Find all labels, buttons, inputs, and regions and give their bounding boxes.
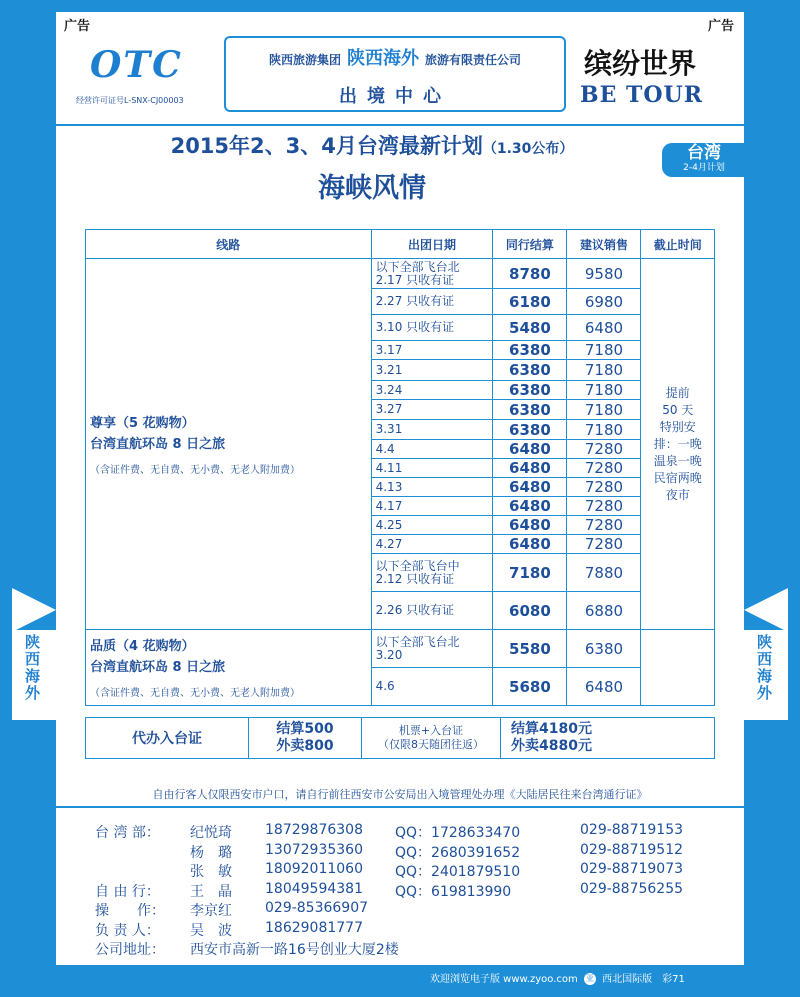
contact-name: 李京红 [190, 903, 232, 919]
table-row [86, 630, 715, 668]
sale-price: 7180 [567, 341, 641, 360]
right-side-panel [744, 630, 788, 720]
contact-role: 自 由 行： [95, 883, 160, 900]
sale-price: 7280 [567, 535, 641, 554]
footer-website: 欢迎浏览电子版 www.zyoo.com [430, 974, 578, 985]
contact-mobile: 18729876308 [265, 822, 363, 838]
sale-price: 7180 [567, 360, 641, 381]
company-banner [224, 36, 566, 112]
visa-label: 代办入台证 [86, 718, 249, 759]
contact-mobile: 18049594381 [265, 880, 363, 897]
contact-name: 吴 波 [190, 922, 232, 939]
sale-price: 7180 [567, 420, 641, 440]
route-quality [86, 630, 372, 706]
address-row [95, 939, 735, 959]
depart-date: 4.17 [371, 497, 493, 516]
sale-price: 6980 [567, 289, 641, 315]
settle-price: 8780 [493, 259, 567, 289]
group-name: 陕西旅游集团 [268, 53, 341, 67]
title-text: 2015年2、3、4月台湾最新计划 [170, 134, 483, 158]
sale-price: 7180 [567, 381, 641, 400]
visa-table [85, 717, 715, 759]
settle-price: 6480 [493, 497, 567, 516]
depart-date: 4.11 [371, 459, 493, 478]
brand-en: BE TOUR [580, 82, 704, 108]
title-note: （1.30公布） [482, 141, 574, 157]
taiwan-badge [662, 143, 746, 177]
contact-qq: QQ：1728633470 [395, 825, 521, 841]
address-value: 西安市高新一路16号创业大厦2楼 [190, 942, 399, 958]
sale-price: 6480 [567, 668, 641, 706]
depart-date: 3.21 [371, 360, 493, 381]
contact-phone: 029-88719153 [580, 822, 684, 838]
footer-edition: 西北国际版 彩71 [602, 974, 685, 985]
contact-qq: QQ：619813990 [395, 883, 512, 900]
route-subtitle: 台湾直航环岛 8 日之旅 [90, 436, 226, 452]
route-note: （含证件费、无自费、无小费、无老人附加费） [90, 464, 300, 476]
sale-price: 7880 [567, 554, 641, 592]
contact-phone: 029-88719512 [580, 841, 684, 858]
contact-row [95, 861, 735, 881]
settle-price: 6480 [493, 459, 567, 478]
col-settle: 同行结算 [493, 230, 567, 259]
settle-price: 5680 [493, 668, 567, 706]
contact-phone: 029-88756255 [580, 880, 684, 897]
settle-price: 6380 [493, 400, 567, 420]
route-title: 尊享（5 花购物） [90, 415, 195, 431]
table-row [86, 259, 715, 289]
badge-main: 台湾 [687, 143, 721, 163]
page-title [72, 130, 672, 160]
table-header-row [86, 230, 715, 259]
company-main: 陕西海外 [347, 48, 419, 69]
contact-phone: 029-88719073 [580, 861, 684, 877]
settle-price: 6380 [493, 381, 567, 400]
settle-price: 6480 [493, 516, 567, 535]
contact-row [95, 842, 735, 862]
price-table [85, 229, 715, 706]
settle-price: 7180 [493, 554, 567, 592]
contact-role: 负 责 人： [95, 922, 160, 939]
visa-settle: 结算500 [276, 721, 334, 737]
left-border [0, 0, 56, 997]
header [62, 32, 738, 124]
visa-price [249, 718, 362, 759]
route-title: 品质（4 花购物） [90, 639, 195, 654]
sale-price: 7280 [567, 478, 641, 497]
settle-price: 5480 [493, 315, 567, 341]
center-name: 出境中心 [339, 86, 451, 107]
contact-role: 操 作： [95, 903, 165, 919]
depart-date: 3.10 只收有证 [371, 315, 493, 341]
license-number: 经营许可证号L-SNX-CJ00003 [76, 96, 184, 105]
left-notch [12, 588, 56, 632]
depart-date: 2.26 只收有证 [371, 592, 493, 630]
combo-sale: 外卖4880元 [511, 738, 592, 754]
depart-date: 以下全部飞台北 3.20 [371, 630, 493, 668]
sale-price: 7180 [567, 400, 641, 420]
deadline-empty [641, 630, 715, 706]
settle-price: 6380 [493, 360, 567, 381]
depart-date: 4.13 [371, 478, 493, 497]
brand-cn: 缤纷世界 [584, 47, 697, 80]
sale-price: 7280 [567, 497, 641, 516]
route-premium [86, 259, 372, 630]
side-label-right: 陕西海外 [755, 634, 773, 702]
top-border [0, 0, 800, 12]
combo-price [501, 718, 715, 759]
depart-date: 4.25 [371, 516, 493, 535]
contact-name: 杨 璐 [190, 844, 232, 861]
contact-mobile: 18092011060 [265, 861, 363, 877]
depart-date: 以下全部飞台中 2.12 只收有证 [371, 554, 493, 592]
settle-price: 6480 [493, 535, 567, 554]
left-side-panel [12, 630, 56, 720]
notice-text: 自由行客人仅限西安市户口，请自行前往西安市公安局出入境管理处办理《大陆居民往来台湾通行证》 [152, 788, 648, 801]
settle-price: 6180 [493, 289, 567, 315]
deadline-note: 提前 50 天 特别安 排：一晚 温泉一晚 民宿两晚 夜市 [641, 259, 715, 630]
depart-date: 4.6 [371, 668, 493, 706]
side-label-left: 陕西海外 [23, 634, 41, 702]
contact-name: 张 敏 [190, 864, 232, 880]
contact-row [95, 822, 735, 842]
settle-price: 5580 [493, 630, 567, 668]
depart-date: 3.27 [371, 400, 493, 420]
right-notch [744, 588, 788, 632]
contact-mobile: 18629081777 [265, 919, 363, 936]
settle-price: 6380 [493, 341, 567, 360]
combo-settle: 结算4180元 [511, 721, 592, 737]
company-suffix: 旅游有限责任公司 [425, 53, 522, 67]
route-subtitle: 台湾直航环岛 8 日之旅 [90, 660, 226, 675]
depart-date: 2.27 只收有证 [371, 289, 493, 315]
footer-seal-icon: 亚 [585, 974, 594, 983]
company-row [226, 44, 564, 70]
notice-divider [56, 806, 744, 808]
visa-combo [362, 718, 501, 759]
page-subtitle: 海峡风情 [318, 173, 426, 204]
combo-limit: （仅限8天随团往返） [378, 738, 484, 751]
depart-date: 3.31 [371, 420, 493, 440]
right-border [744, 0, 800, 997]
header-divider [56, 124, 744, 126]
col-deadline: 截止时间 [641, 230, 715, 259]
visa-row [86, 718, 715, 759]
contact-qq: QQ：2401879510 [395, 864, 521, 880]
sale-price: 7280 [567, 516, 641, 535]
contact-name: 王 晶 [190, 883, 232, 900]
settle-price: 6480 [493, 478, 567, 497]
sale-price: 9580 [567, 259, 641, 289]
sale-price: 6380 [567, 630, 641, 668]
contact-qq: QQ：2680391652 [395, 844, 521, 861]
col-date: 出团日期 [371, 230, 493, 259]
col-route: 线路 [86, 230, 372, 259]
depart-date: 4.4 [371, 440, 493, 459]
settle-price: 6480 [493, 440, 567, 459]
depart-date: 4.27 [371, 535, 493, 554]
depart-date: 3.24 [371, 381, 493, 400]
ad-label-right: 广告 [704, 14, 738, 35]
sale-price: 6880 [567, 592, 641, 630]
route-note: （含证件费、无自费、无小费、无老人附加费） [90, 688, 300, 699]
contact-row [95, 900, 735, 920]
sale-price: 7280 [567, 459, 641, 478]
contact-mobile: 029-85366907 [265, 900, 369, 916]
depart-date: 3.17 [371, 341, 493, 360]
depart-date: 以下全部飞台北 2.17 只收有证 [371, 259, 493, 289]
col-sale: 建议销售 [567, 230, 641, 259]
visa-sale: 外卖800 [276, 738, 334, 754]
settle-price: 6080 [493, 592, 567, 630]
ad-label-left: 广告 [60, 14, 94, 35]
otc-logo: OTC [90, 44, 183, 86]
contact-mobile: 13072935360 [265, 841, 363, 858]
contacts-block [95, 822, 735, 959]
settle-price: 6380 [493, 420, 567, 440]
sale-price: 6480 [567, 315, 641, 341]
contact-row [95, 920, 735, 940]
contact-role: 台 湾 部： [95, 825, 160, 841]
badge-sub: 2-4月计划 [683, 163, 725, 173]
footer [430, 970, 685, 985]
combo-desc: 机票+入台证 [398, 724, 464, 737]
address-label: 公司地址： [95, 942, 165, 958]
sale-price: 7280 [567, 440, 641, 459]
contact-row [95, 881, 735, 901]
contact-name: 纪悦琦 [190, 825, 232, 841]
